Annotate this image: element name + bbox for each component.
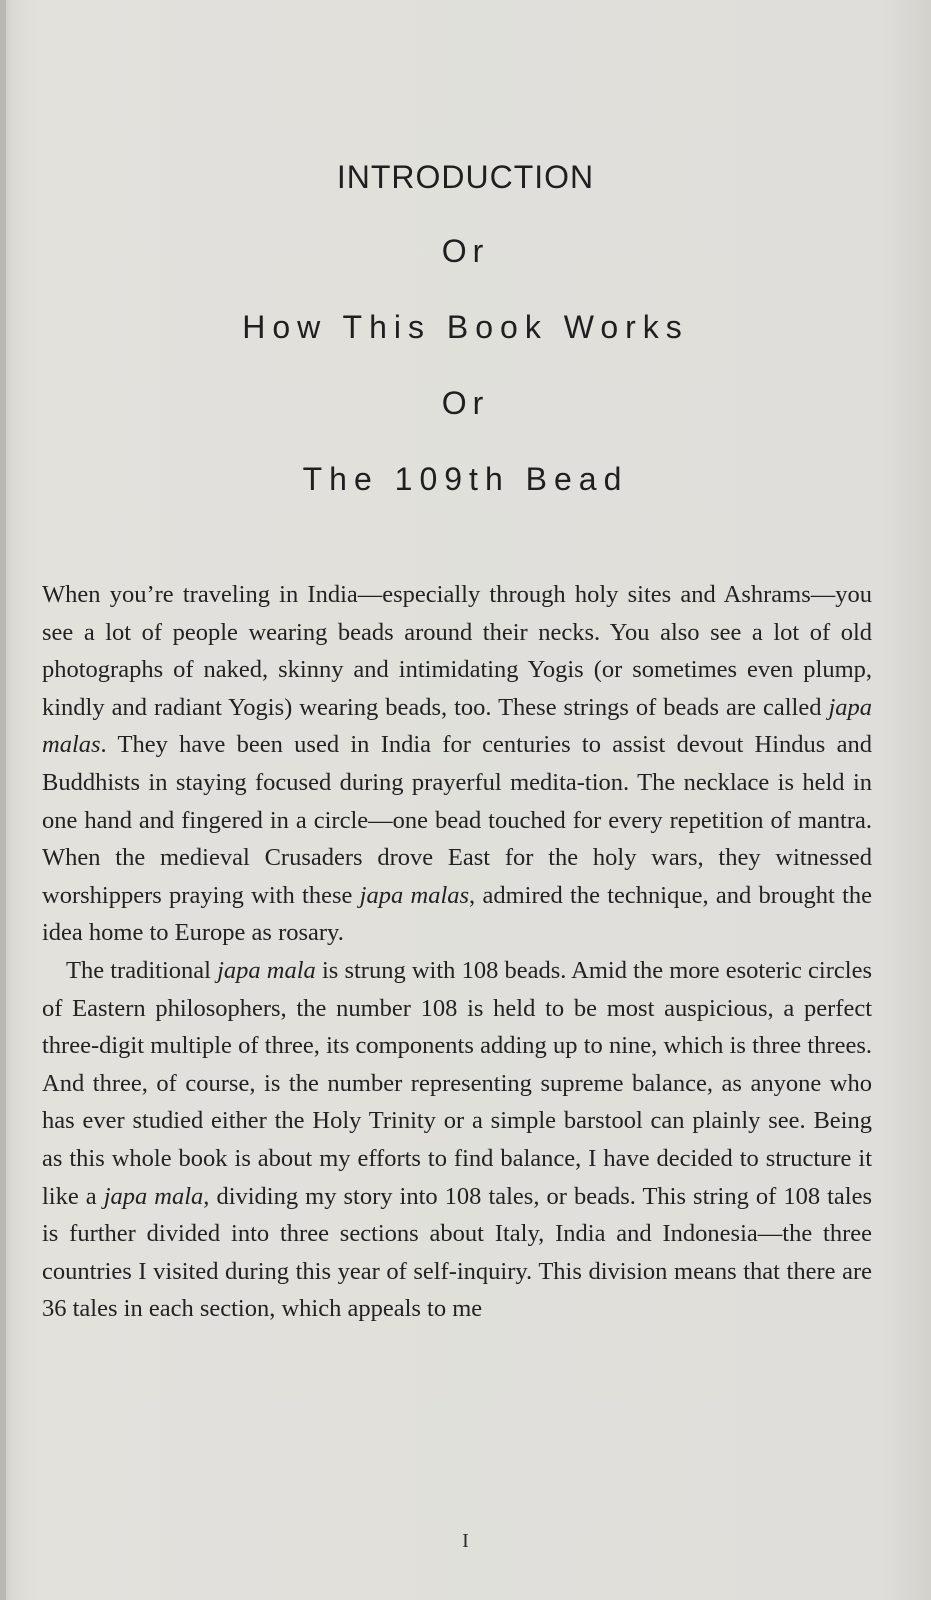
paragraph-1 bbox=[42, 576, 872, 952]
text-run: is strung with 108 beads. Amid the more esoteric circles of Eastern philosophers, the number 108 is held to be most auspicious, a perfect three-digit multiple of three, its components adding up to nine, which is three threes. And three, of course, is the number representing supreme balance, as anyone who has ever studied either the Holy Trinity or a simple barstool can plainly see. Being as this whole book is about my efforts to find balance, I have decided to structure it like a bbox=[42, 956, 872, 1210]
chapter-title: INTRODUCTION bbox=[336, 159, 595, 195]
text-run: The traditional bbox=[66, 956, 218, 984]
paragraph-2 bbox=[42, 952, 872, 1328]
body-text bbox=[42, 576, 872, 1328]
italic-term: japa mala bbox=[103, 1182, 204, 1210]
italic-term: japa malas bbox=[42, 693, 872, 759]
heading-or-2: Or bbox=[441, 385, 490, 421]
italic-term: japa mala bbox=[217, 956, 316, 984]
italic-term: japa malas bbox=[359, 881, 470, 909]
text-run: When you’re traveling in India—especially through holy sites and Ashrams—you see a lot of people wearing beads around their necks. You also see a lot of old photographs of naked, skinny and intimidating Yogis (or sometimes even plump, kindly and radiant Yogis) wearing beads, too. These strings of beads are called bbox=[42, 581, 872, 721]
chapter-subtitle-2: The 109th Bead bbox=[302, 461, 629, 497]
text-run: . They have been used in India for centuries to assist devout Hindus and Buddhists in staying focused during prayerful medita-tion. The necklace is held in one hand and fingered in a circle—one bead touched for every repetition of mantra. When the medieval Crusaders drove East for the holy wars, they witnessed worshippers praying with these bbox=[42, 731, 872, 909]
page-number: I bbox=[462, 1530, 469, 1552]
text-run: , dividing my story into 108 tales, or beads. This string of 108 tales is further divided into three sections about Italy, India and Indonesia—the three countries I visited during this year of self-inquiry. This division means that there are 36 tales in each section, which appeals to me bbox=[42, 1182, 872, 1323]
heading-or-1: Or bbox=[441, 233, 490, 269]
chapter-subtitle-1: How This Book Works bbox=[242, 309, 689, 345]
text-run: , admired the technique, and brought the idea home to Europe as rosary. bbox=[42, 881, 872, 947]
